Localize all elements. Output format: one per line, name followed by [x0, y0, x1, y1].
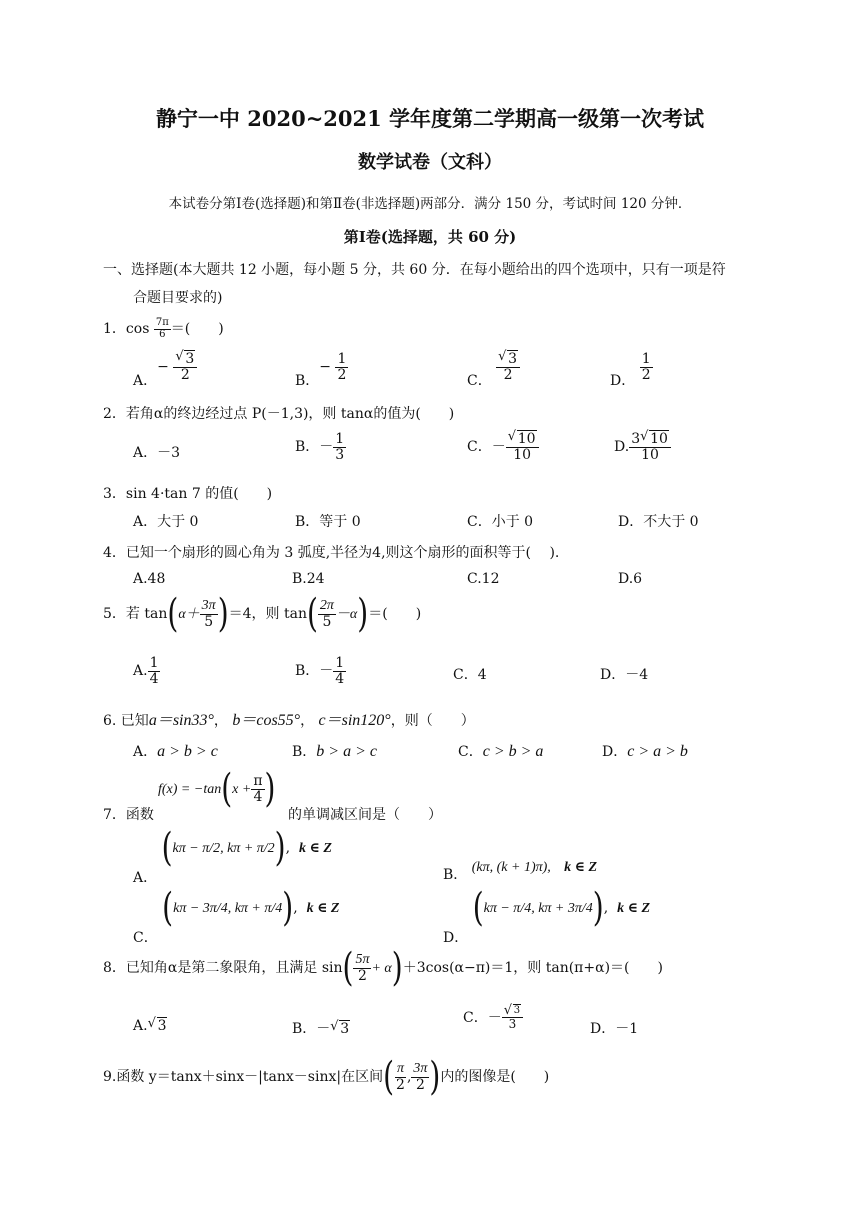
q2-option-a[interactable]: A．－3 — [133, 445, 181, 461]
q6-option-a[interactable]: A．a > b > c — [133, 743, 218, 760]
fraction: $\frac{7\pi}{6}$ — [155, 317, 169, 340]
q1-option-a[interactable]: A．− √ $\frac{3}{2}$ — [133, 352, 197, 382]
q4-option-a[interactable]: A.48 — [133, 571, 166, 587]
question-4-stem: 4．已知一个扇形的圆心角为 3 弧度,半径为4,则这个扇形的面积等于( ). — [103, 545, 560, 561]
q8-option-c[interactable]: C．－ √ $\frac{3}{3}$ — [463, 1006, 523, 1030]
q4-option-b[interactable]: B.24 — [292, 571, 325, 587]
q4-option-d[interactable]: D.6 — [618, 571, 643, 587]
question-5-stem: 5．若 tan(α＋ $\frac{3\pi}{5}$ )＝4，则 tan( $\frac{2\pi}{5}$ －α)＝( ) — [103, 590, 422, 637]
exam-subtitle: 数学试卷（文科） — [358, 152, 502, 173]
q8-option-a[interactable]: A.√ 3 — [133, 1018, 167, 1034]
exam-title: 静宁一中 2020~2021 学年度第二学期高一级第一次考试 — [155, 106, 705, 131]
q3-option-a[interactable]: A．大于 0 — [133, 514, 199, 530]
q2-option-c[interactable]: C．－ √ $\frac{10}{10}$ — [467, 432, 539, 462]
part-heading-cont: 合题目要求的) — [133, 290, 223, 306]
q3-option-d[interactable]: D．不大于 0 — [618, 514, 699, 530]
question-3-stem: 3．sin 4·tan 7 的值( ) — [103, 486, 273, 502]
question-9-stem: 9.函数 y＝tanx＋sinx－|tanx－sinx|在区间( $\frac{\pi}{2}$ , $\frac{3\pi}{2}$ )内的图像是( ) — [103, 1053, 550, 1100]
q6-option-b[interactable]: B．b > a > c — [292, 743, 377, 760]
part-heading: 一、选择题(本大题共 12 小题，每小题 5 分，共 60 分．在每小题给出的四个选项中，只有一项是符 — [103, 262, 726, 278]
question-7-function: f(x) = −tan(x + $\frac{\pi}{4}$ ) — [158, 765, 276, 812]
question-7-tail: 的单调减区间是（ ） — [288, 807, 442, 823]
exam-intro: 本试卷分第Ⅰ卷(选择题)和第Ⅱ卷(非选择题)两部分．满分 150 分，考试时间 120 分钟． — [168, 196, 692, 212]
q4-option-c[interactable]: C.12 — [467, 571, 500, 587]
q3-option-b[interactable]: B．等于 0 — [295, 514, 361, 530]
q8-option-b[interactable]: B．－√ 3 — [292, 1018, 350, 1038]
question-2-stem: 2．若角α的终边经过点 P(－1,3)，则 tanα的值为( ) — [103, 406, 455, 422]
question-7-label: 7．函数 — [103, 807, 154, 823]
q1-option-c[interactable]: C． √ $\frac{3}{2}$ — [467, 352, 520, 382]
q5-option-d[interactable]: D．－4 — [600, 667, 649, 683]
q1-option-d[interactable]: D． $\frac{1}{2}$ — [610, 351, 651, 390]
q7-option-c[interactable]: C． (kπ − 3π/4, kπ + π/4), k ∈ Z — [133, 884, 340, 946]
q2-option-d[interactable]: D. $\frac{3√ 10}{10}$ — [614, 432, 671, 462]
q7-option-d[interactable]: D． (kπ − π/4, kπ + 3π/4), k ∈ Z — [443, 884, 650, 946]
q2-option-b[interactable]: B．－ $\frac{1}{3}$ — [295, 431, 345, 463]
q3-option-c[interactable]: C．小于 0 — [467, 514, 534, 530]
q5-option-b[interactable]: B．－ $\frac{1}{4}$ — [295, 655, 345, 687]
q5-option-c[interactable]: C．4 — [453, 667, 487, 683]
q7-option-a[interactable]: A． (kπ − π/2, kπ + π/2), k ∈ Z — [133, 824, 332, 886]
question-8-stem: 8．已知角α是第二象限角，且满足 sin( $\frac{5\pi}{2}$ + α)＋3cos(α−π)＝1，则 tan(π+α)＝( ) — [103, 944, 663, 991]
section-title: 第Ⅰ卷(选择题，共 60 分) — [343, 228, 517, 246]
q6-option-d[interactable]: D．c > a > b — [602, 743, 688, 760]
q6-option-c[interactable]: C．c > b > a — [458, 743, 544, 760]
q7-option-b[interactable]: B． (kπ, (k + 1)π), k ∈ Z — [443, 860, 598, 883]
q5-option-a[interactable]: A. $\frac{1}{4}$ — [133, 655, 159, 687]
q1-option-b[interactable]: B．− $\frac{1}{2}$ — [295, 351, 347, 390]
question-6-stem: 6. 已知a＝sin33°， b＝cos55°， c＝sin120°，则（ ） — [103, 712, 475, 729]
q8-option-d[interactable]: D．－1 — [590, 1021, 639, 1037]
question-1-stem: 1．cos $\frac{7\pi}{6}$ ＝( ) — [103, 317, 224, 340]
